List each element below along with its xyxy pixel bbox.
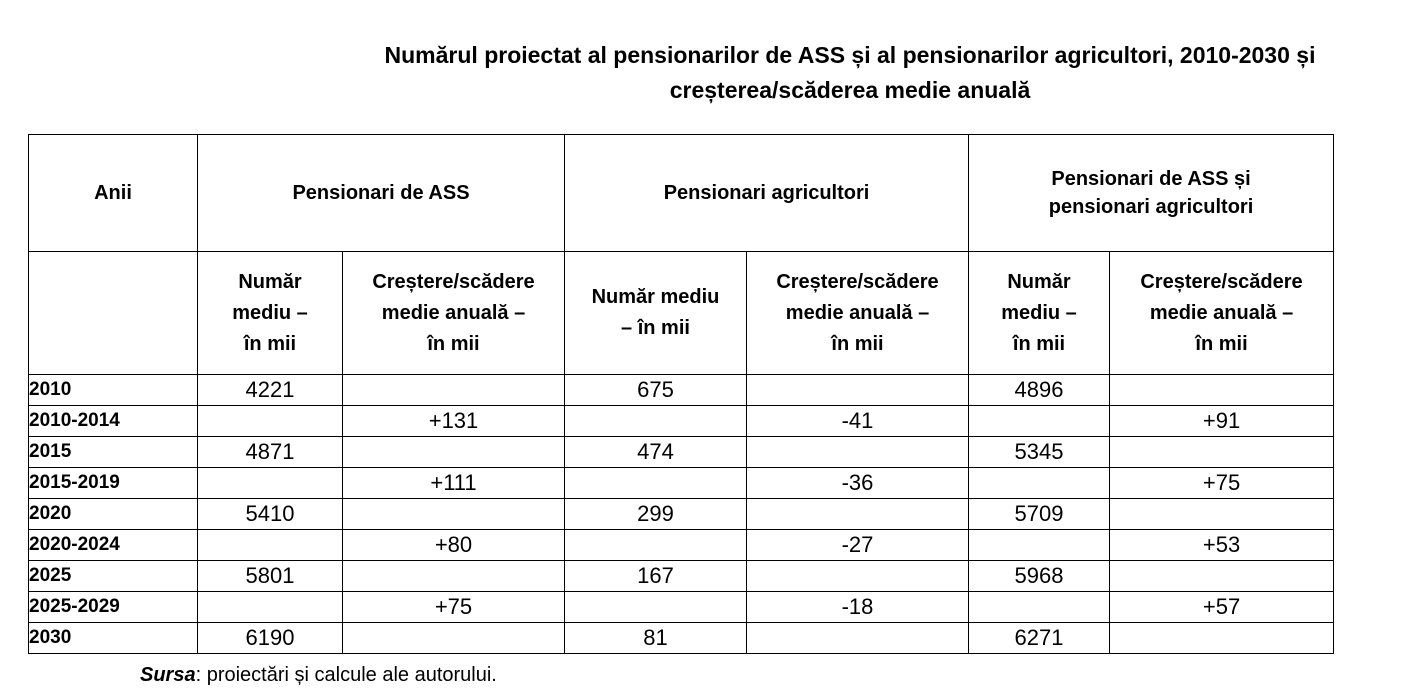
subheader-cell [747, 252, 969, 375]
subheader-line: în mii [243, 332, 297, 355]
subheader-cell [343, 252, 565, 375]
value-cell [1110, 375, 1334, 406]
value-cell [198, 592, 343, 623]
value-cell: 5968 [969, 561, 1110, 592]
value-cell: +75 [1110, 468, 1334, 499]
value-cell: 5709 [969, 499, 1110, 530]
value-cell [343, 375, 565, 406]
table-row [29, 468, 1334, 499]
subheader-line: în mii [427, 332, 480, 355]
year-cell: 2010-2014 [29, 406, 198, 437]
table-row [29, 375, 1334, 406]
table-row [29, 592, 1334, 623]
subheader-line: Creștere/scădere [1140, 270, 1303, 293]
value-cell [565, 406, 747, 437]
value-cell [198, 468, 343, 499]
value-cell [1110, 623, 1334, 654]
subheader-line: în mii [1195, 332, 1248, 355]
year-cell: 2015 [29, 437, 198, 468]
subheader-line: medie anuală – [381, 301, 526, 324]
value-cell: 474 [565, 437, 747, 468]
value-cell: 675 [565, 375, 747, 406]
value-cell [565, 592, 747, 623]
subheader-line: în mii [1012, 332, 1066, 355]
header-row-subcolumns [29, 252, 1334, 375]
subheader-line: mediu – [1001, 301, 1077, 324]
value-cell [1110, 561, 1334, 592]
value-cell: 81 [565, 623, 747, 654]
subheader-line: în mii [831, 332, 884, 355]
value-cell [969, 468, 1110, 499]
value-cell: +131 [343, 406, 565, 437]
value-cell [747, 499, 969, 530]
value-cell [198, 530, 343, 561]
value-cell: -27 [747, 530, 969, 561]
value-cell: 4896 [969, 375, 1110, 406]
subheader-cell [969, 252, 1110, 375]
value-cell: 5801 [198, 561, 343, 592]
table-row [29, 406, 1334, 437]
value-cell: -18 [747, 592, 969, 623]
year-cell: 2030 [29, 623, 198, 654]
value-cell [1110, 499, 1334, 530]
header-group-agricultori: Pensionari agricultori [565, 135, 969, 252]
value-cell [969, 530, 1110, 561]
subheader-cell [565, 252, 747, 375]
header-group-total-line-2: pensionari agricultori [1048, 196, 1254, 218]
value-cell [1110, 437, 1334, 468]
value-cell: -41 [747, 406, 969, 437]
year-cell: 2025 [29, 561, 198, 592]
source-note [140, 664, 497, 687]
year-cell: 2020-2024 [29, 530, 198, 561]
subheader-line: – în mii [621, 317, 690, 339]
value-cell: 299 [565, 499, 747, 530]
value-cell: 5345 [969, 437, 1110, 468]
value-cell: 4871 [198, 437, 343, 468]
subheader-line: Creștere/scădere [776, 270, 939, 293]
value-cell [747, 561, 969, 592]
data-table [28, 134, 1334, 654]
value-cell [343, 623, 565, 654]
table-row [29, 530, 1334, 561]
value-cell: -36 [747, 468, 969, 499]
year-cell: 2015-2019 [29, 468, 198, 499]
value-cell [343, 561, 565, 592]
value-cell [747, 623, 969, 654]
value-cell: +80 [343, 530, 565, 561]
value-cell: +91 [1110, 406, 1334, 437]
table-title [300, 38, 1400, 108]
value-cell: 167 [565, 561, 747, 592]
subheader-line: mediu – [232, 301, 308, 324]
value-cell: 5410 [198, 499, 343, 530]
header-group-ass: Pensionari de ASS [198, 135, 565, 252]
value-cell [969, 592, 1110, 623]
header-row-groups [29, 135, 1334, 252]
value-cell [343, 499, 565, 530]
value-cell: 4221 [198, 375, 343, 406]
value-cell [565, 468, 747, 499]
value-cell [198, 406, 343, 437]
value-cell: +111 [343, 468, 565, 499]
source-label: Sursa [140, 664, 196, 686]
year-cell: 2025-2029 [29, 592, 198, 623]
value-cell: +57 [1110, 592, 1334, 623]
subheader-line: Număr [238, 270, 302, 293]
title-line-1: Numărul proiectat al pensionarilor de ASS și al pensionarilor agricultori, 2010-2030 și [384, 42, 1316, 68]
table-row [29, 561, 1334, 592]
value-cell [969, 406, 1110, 437]
header-group-total [969, 135, 1334, 252]
title-line-2: creșterea/scăderea medie anuală [669, 77, 1031, 103]
subheader-line: Creștere/scădere [372, 270, 535, 293]
subheader-line: medie anuală – [1149, 301, 1294, 324]
year-cell: 2020 [29, 499, 198, 530]
subheader-line: Număr [1007, 270, 1071, 293]
value-cell: +75 [343, 592, 565, 623]
header-group-total-line-1: Pensionari de ASS și [1051, 168, 1251, 190]
year-cell: 2010 [29, 375, 198, 406]
value-cell: 6190 [198, 623, 343, 654]
table-row [29, 499, 1334, 530]
table-row [29, 437, 1334, 468]
subheader-line: Număr mediu [591, 286, 720, 308]
value-cell: +53 [1110, 530, 1334, 561]
header-years: Anii [29, 135, 198, 252]
subheader-line: medie anuală – [785, 301, 930, 324]
value-cell [343, 437, 565, 468]
subheader-cell [1110, 252, 1334, 375]
value-cell [747, 375, 969, 406]
source-text: : proiectări și calcule ale autorului. [195, 664, 497, 686]
header-years-empty [29, 252, 198, 375]
value-cell: 6271 [969, 623, 1110, 654]
table-row [29, 623, 1334, 654]
subheader-cell [198, 252, 343, 375]
value-cell [565, 530, 747, 561]
value-cell [747, 437, 969, 468]
